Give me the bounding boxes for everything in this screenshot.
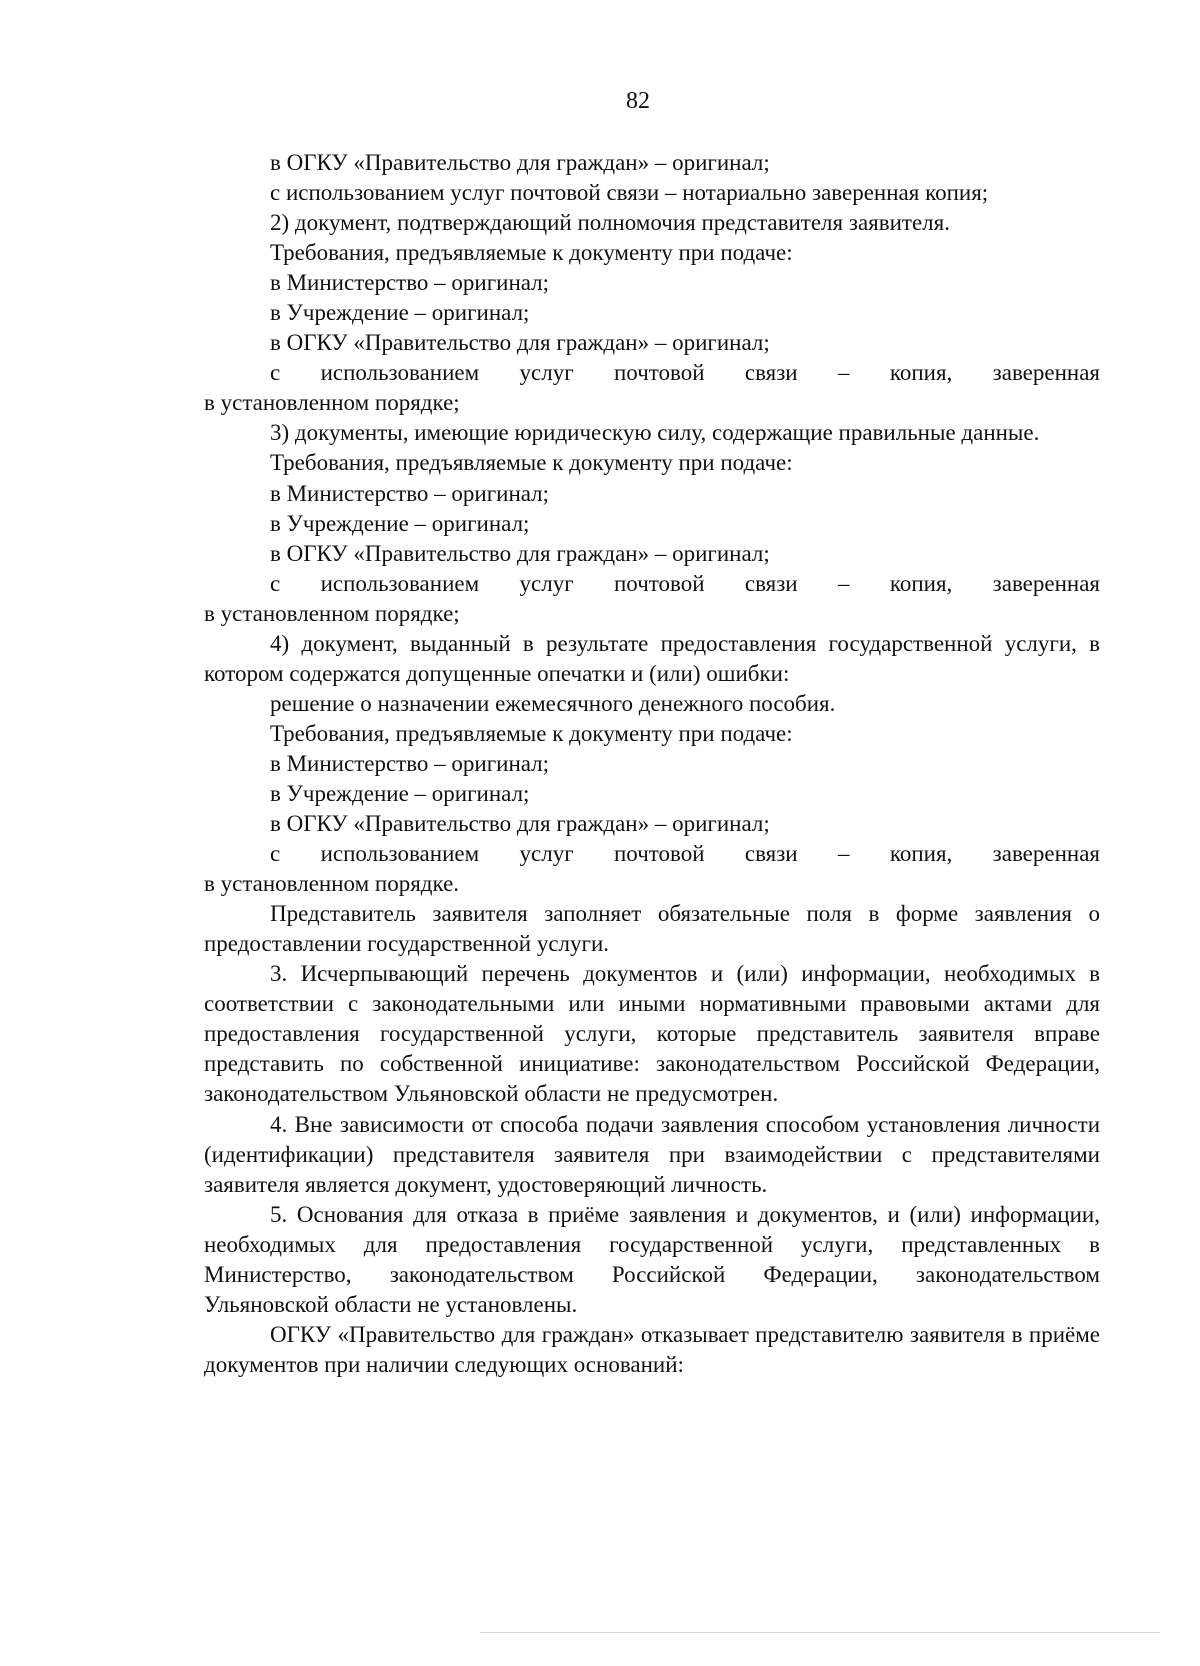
paragraph: в Учреждение – оригинал; [270, 510, 530, 536]
paragraph: в ОГКУ «Правительство для граждан» – оригинал; [270, 150, 770, 175]
paragraph: 4. Вне зависимости от способа подачи заявления способом установления личности (идентификации) представителя заявителя при взаимодействии с представителями заявителя является документ, удостоверяющий личность. [204, 1111, 1100, 1197]
paragraph: с использованием услуг почтовой связи – нотариально заверенная копия; [270, 180, 989, 206]
paragraph: в Министерство – оригинал; [270, 270, 550, 296]
paragraph: с использованием услуг почтовой связи – копия, заверенная в установленном порядке; [204, 360, 1100, 416]
paragraph: в ОГКУ «Правительство для граждан» – оригинал; [270, 540, 770, 566]
paragraph: 4) документ, выданный в результате предоставления государственной услуги, в котором содержатся допущенные опечатки и (или) ошибки: [204, 630, 1100, 686]
paragraph: в ОГКУ «Правительство для граждан» – оригинал; [270, 811, 770, 837]
paragraph: 3) документы, имеющие юридическую силу, содержащие правильные данные. [270, 420, 1040, 446]
body-text [204, 148, 1100, 1380]
paragraph: в Учреждение – оригинал; [270, 780, 530, 806]
paragraph: Требования, предъявляемые к документу при подаче: [270, 450, 793, 476]
paragraph: 2) документ, подтверждающий полномочия представителя заявителя. [270, 210, 950, 236]
paragraph: с использованием услуг почтовой связи – копия, заверенная в установленном порядке. [204, 841, 1100, 897]
paragraph: Требования, предъявляемые к документу при подаче: [270, 720, 793, 746]
paragraph: Требования, предъявляемые к документу при подаче: [270, 240, 793, 266]
paragraph: в Учреждение – оригинал; [270, 300, 530, 326]
paragraph: Представитель заявителя заполняет обязательные поля в форме заявления о предоставлении государственной услуги. [204, 901, 1100, 957]
scan-artifact-line [480, 1632, 1160, 1633]
paragraph: в Министерство – оригинал; [270, 480, 550, 506]
paragraph: 5. Основания для отказа в приёме заявления и документов, и (или) информации, необходимых для предоставления государственной услуги, представленных в Министерство, законодательством Российской Федерации, законодательством Ульяновской области не установлены. [204, 1201, 1100, 1317]
paragraph: 3. Исчерпывающий перечень документов и (или) информации, необходимых в соответствии с законодательными или иными нормативными правовыми актами для предоставления государственной услуги, которые представитель заявителя вправе представить по собственной инициативе: законодательством Российской Федерации, законодательством Ульяновской области не предусмотрен. [204, 961, 1100, 1107]
paragraph: с использованием услуг почтовой связи – копия, заверенная в установленном порядке; [204, 570, 1100, 626]
page-number: 82 [626, 88, 650, 114]
paragraph: в ОГКУ «Правительство для граждан» – оригинал; [270, 330, 770, 356]
paragraph: в Министерство – оригинал; [270, 750, 550, 776]
paragraph: ОГКУ «Правительство для граждан» отказывает представителю заявителя в приёме документов при наличии следующих оснований: [204, 1321, 1100, 1377]
paragraph: решение о назначении ежемесячного денежного пособия. [270, 690, 836, 716]
